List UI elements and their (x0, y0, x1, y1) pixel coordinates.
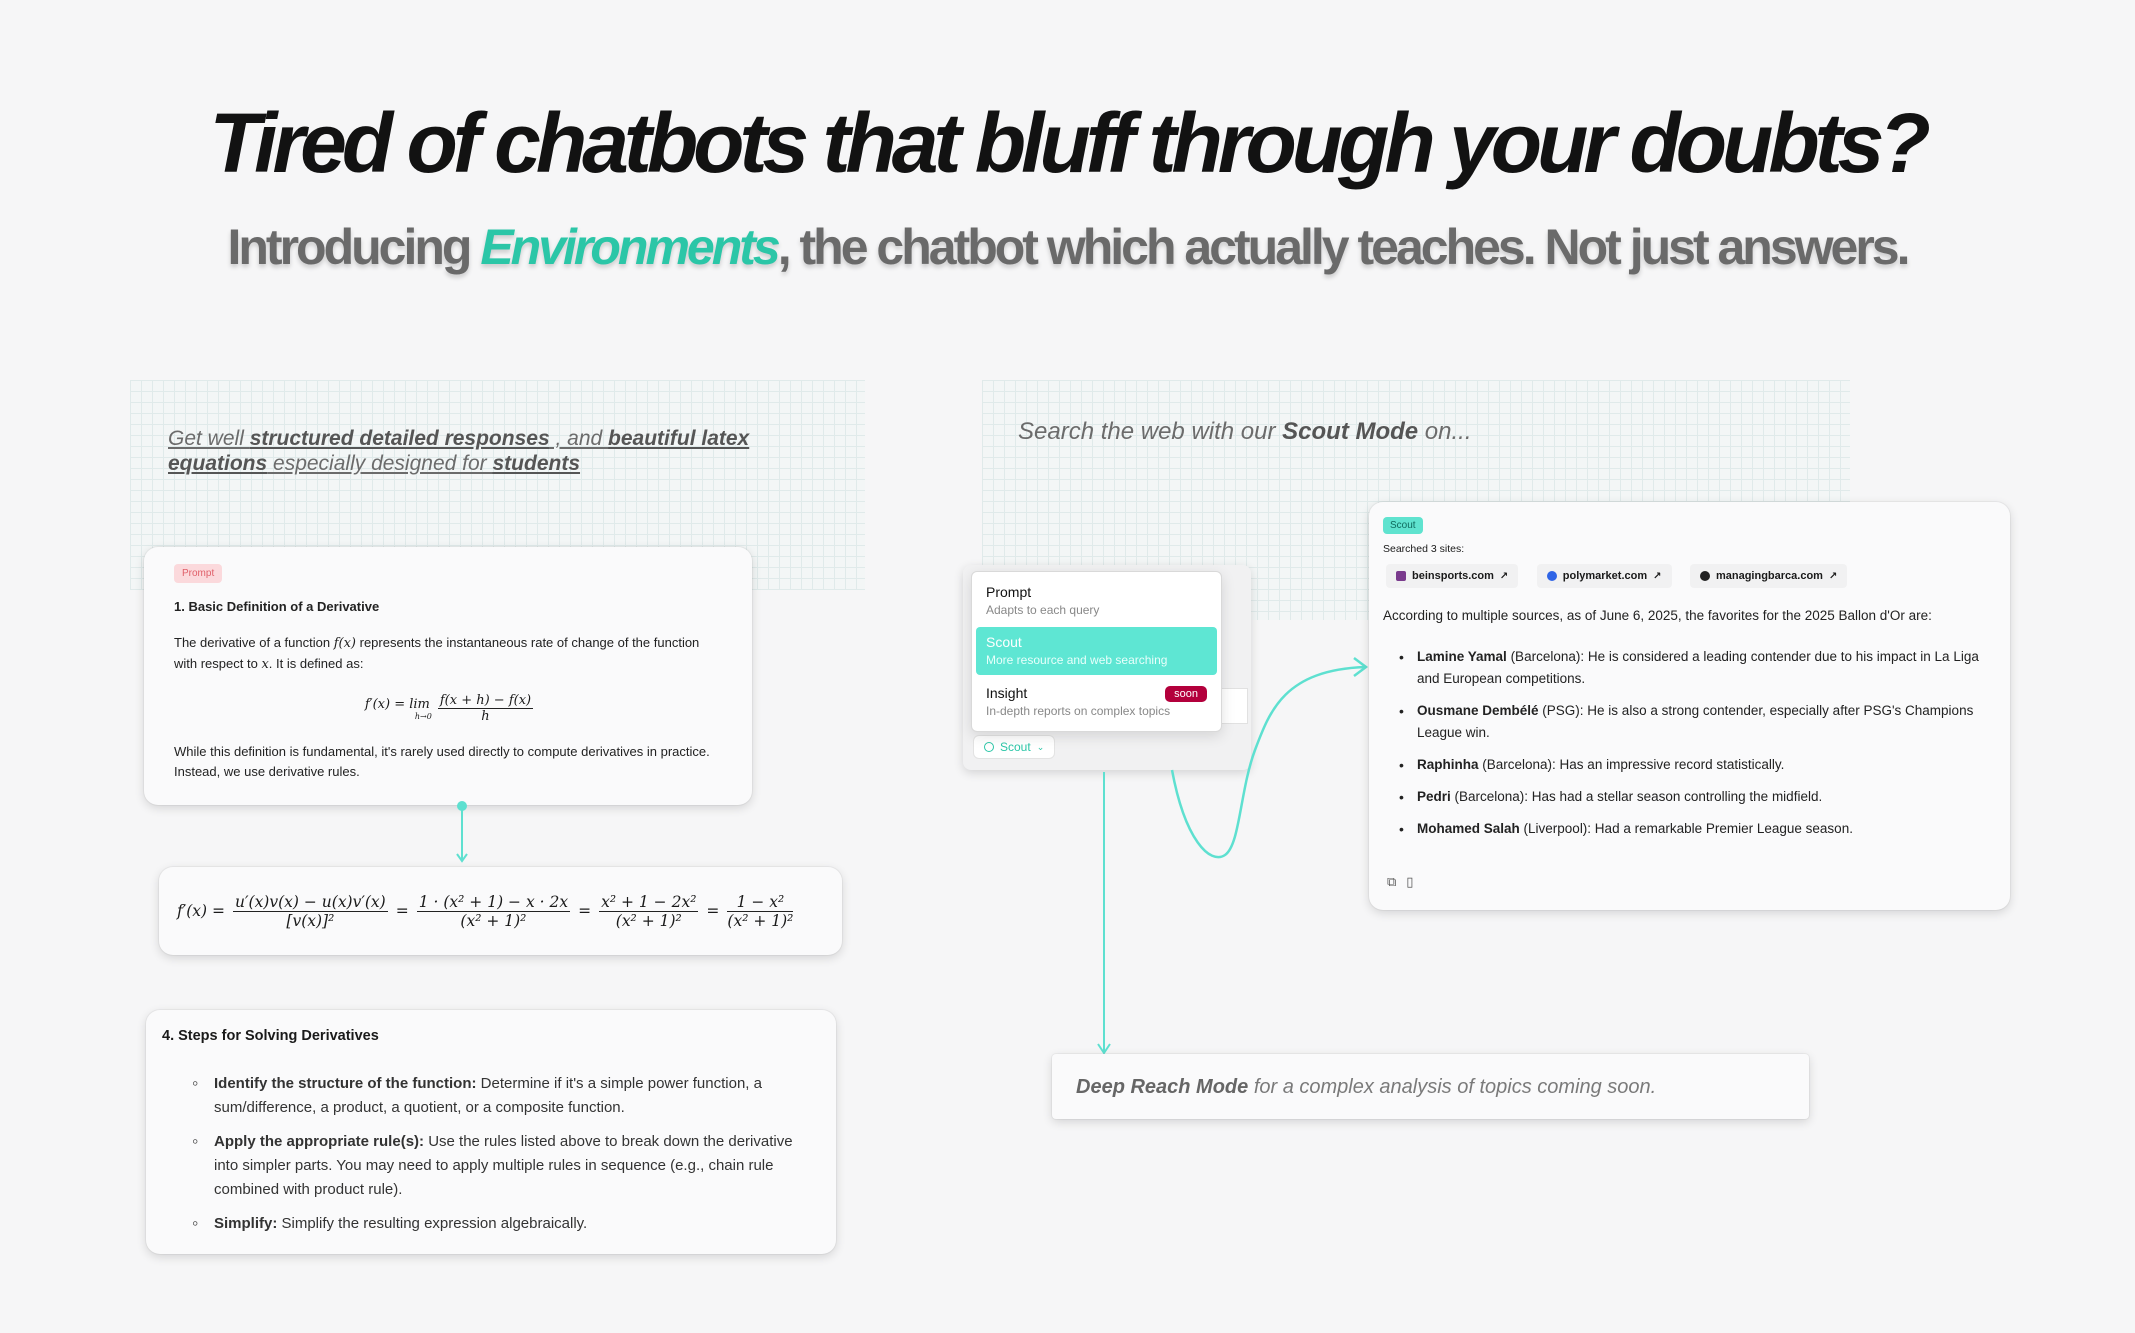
soon-badge: soon (1165, 686, 1207, 702)
caption-text: , and (549, 427, 609, 450)
scout-tag: Scout (1383, 517, 1423, 534)
para-text: represents the instantaneous rate of change of the function (356, 635, 700, 650)
player-name: Mohamed Salah (1417, 821, 1520, 836)
step-bold: Identify the structure of the function: (214, 1075, 477, 1092)
caption-text: Get well (168, 427, 250, 450)
caption-bold: structured detailed responses (249, 427, 550, 450)
caption-bold: students (492, 452, 581, 475)
list-item (1383, 646, 1996, 690)
scout-mode-label: Scout Mode (1282, 418, 1419, 445)
player-name: Raphinha (1417, 757, 1479, 772)
right-caption (1018, 418, 1472, 446)
denominator: [v(x)]² (286, 911, 335, 930)
step-text: Determine if it's a simple power function, a sum/difference, a product, a quotient, or a composite function. (214, 1075, 762, 1116)
option-desc: In-depth reports on complex topics (986, 704, 1171, 718)
site-list (1386, 564, 1996, 588)
chevron-down-icon: ⌄ (1036, 741, 1045, 752)
equals-sign: = (578, 902, 592, 920)
bookmark-icon[interactable]: ▯ (1406, 874, 1414, 889)
derivative-definition-card (144, 547, 752, 805)
numerator: 1 − x² (727, 893, 793, 912)
numerator: x² + 1 − 2x² (601, 892, 697, 911)
list-item (1383, 786, 1996, 808)
list-item (162, 1130, 820, 1202)
caption-bold: equations (168, 452, 268, 475)
player-text: (Barcelona): He is considered a leading contender due to his impact in La Liga and European competitions. (1417, 649, 1979, 686)
player-text: (Barcelona): Has had a stellar season controlling the midfield. (1450, 789, 1823, 804)
formula-numerator: f(x + h) − f(x) (439, 693, 532, 708)
site-chip[interactable] (1537, 564, 1672, 588)
searched-label: Searched 3 sites: (1383, 543, 1465, 555)
copy-icon[interactable]: ⧉ (1387, 874, 1397, 889)
caption-text: on... (1418, 418, 1472, 445)
fraction (417, 893, 570, 930)
hero-headline: Tired of chatbots that bluff through your doubts? (209, 96, 1926, 190)
search-icon (984, 742, 994, 752)
option-desc: More resource and web searching (986, 653, 1168, 667)
formula-sub: h→0 (414, 711, 432, 721)
option-desc: Adapts to each query (986, 603, 1100, 617)
list-item (1383, 818, 1996, 840)
player-text: (Barcelona): Has an impressive record statistically. (1478, 757, 1785, 772)
player-name: Ousmane Dembélé (1417, 703, 1539, 718)
step-bold: Apply the appropriate rule(s): (214, 1133, 425, 1150)
site-name: managingbarca.com (1715, 570, 1823, 582)
step-text: Simplify the resulting expression algebraically. (277, 1215, 588, 1232)
option-title: Prompt (986, 584, 1032, 600)
subline-suffix: , the chatbot which actually teaches. Not just answers. (777, 219, 1908, 275)
hero-subline (0, 218, 2135, 276)
limit-formula (174, 693, 722, 724)
player-text: (Liverpool): Had a remarkable Premier League season. (1519, 821, 1853, 836)
para-text: with respect to (174, 656, 262, 671)
mode-option-prompt[interactable] (972, 576, 1221, 627)
site-name: beinsports.com (1412, 570, 1494, 582)
card-heading: 1. Basic Definition of a Derivative (174, 599, 380, 614)
quotient-rule-card (159, 867, 842, 955)
step-bold: Simplify: (214, 1215, 278, 1232)
denominator: (x² + 1)² (615, 911, 682, 930)
environments-brand: Environments (480, 219, 778, 275)
fraction (599, 893, 698, 930)
ballon-dor-list (1383, 646, 1996, 840)
fraction (727, 893, 793, 930)
polymarket-icon (1547, 571, 1557, 581)
list-item (1383, 754, 1996, 776)
definition-note: While this definition is fundamental, it's rarely used directly to compute derivatives in practice. Instead, we use derivative rules. (174, 744, 710, 779)
fraction (233, 893, 388, 930)
caption-bold: beautiful latex (608, 427, 750, 450)
math-inline: x (261, 657, 269, 672)
beinsports-icon (1396, 571, 1406, 581)
deep-reach-label: Deep Reach Mode (1076, 1076, 1249, 1098)
option-title: Insight (986, 685, 1028, 701)
formula-denominator: h (481, 709, 490, 724)
para-text: The derivative of a function (174, 635, 334, 650)
left-caption (168, 426, 808, 476)
steps-card (146, 1010, 836, 1254)
caption-text: Search the web with our (1018, 418, 1283, 445)
managingbarca-icon (1700, 571, 1710, 581)
list-item (162, 1212, 820, 1236)
list-item (1383, 700, 1996, 744)
selector-label: Scout (1000, 740, 1031, 754)
caption-text: especially designed for (267, 452, 493, 475)
external-link-icon: ↗ (1828, 570, 1838, 582)
site-chip[interactable] (1386, 564, 1518, 588)
equals-sign: = (395, 902, 409, 920)
subline-prefix: Introducing (227, 219, 481, 275)
steps-list (162, 1072, 820, 1236)
external-link-icon: ↗ (1499, 570, 1509, 582)
equals-sign: = (706, 902, 720, 920)
option-title: Scout (986, 634, 1022, 650)
player-name: Pedri (1417, 789, 1451, 804)
external-link-icon: ↗ (1653, 570, 1662, 582)
formula-lhs: f′(x) = lim (364, 696, 430, 712)
left-connector (452, 798, 472, 868)
player-name: Lamine Yamal (1417, 649, 1507, 664)
numerator: u′(x)v(x) − u(x)v′(x) (235, 892, 386, 911)
steps-heading: 4. Steps for Solving Derivatives (162, 1028, 379, 1044)
scout-response-card (1369, 502, 2010, 910)
quotient-lhs: f′(x) = (177, 902, 226, 920)
step-text: Use the rules listed above to break down the derivative into simpler parts. You may need to apply multiple rules in sequence (e.g., chain rule combined with product rule). (214, 1133, 793, 1198)
numerator: 1 · (x² + 1) − x · 2x (418, 892, 569, 911)
mode-selector-button[interactable] (973, 735, 1055, 759)
player-text: (PSG): He is also a strong contender, especially after PSG's Champions League win. (1417, 703, 1974, 740)
math-inline: f(x) (333, 636, 356, 651)
deep-reach-card (1052, 1054, 1809, 1119)
list-item (162, 1072, 820, 1120)
definition-paragraph (174, 633, 722, 675)
response-actions (1387, 874, 1413, 890)
para-text: . It is defined as: (268, 656, 364, 671)
site-chip[interactable] (1690, 564, 1847, 588)
prompt-tag: Prompt (174, 564, 222, 583)
site-name: polymarket.com (1562, 570, 1648, 582)
right-connectors (1090, 640, 1390, 1060)
denominator: (x² + 1)² (727, 911, 794, 930)
deep-reach-text: for a complex analysis of topics coming soon. (1248, 1076, 1657, 1098)
scout-intro: According to multiple sources, as of June 6, 2025, the favorites for the 2025 Ballon d'Or are: (1383, 608, 1932, 623)
denominator: (x² + 1)² (460, 911, 527, 930)
